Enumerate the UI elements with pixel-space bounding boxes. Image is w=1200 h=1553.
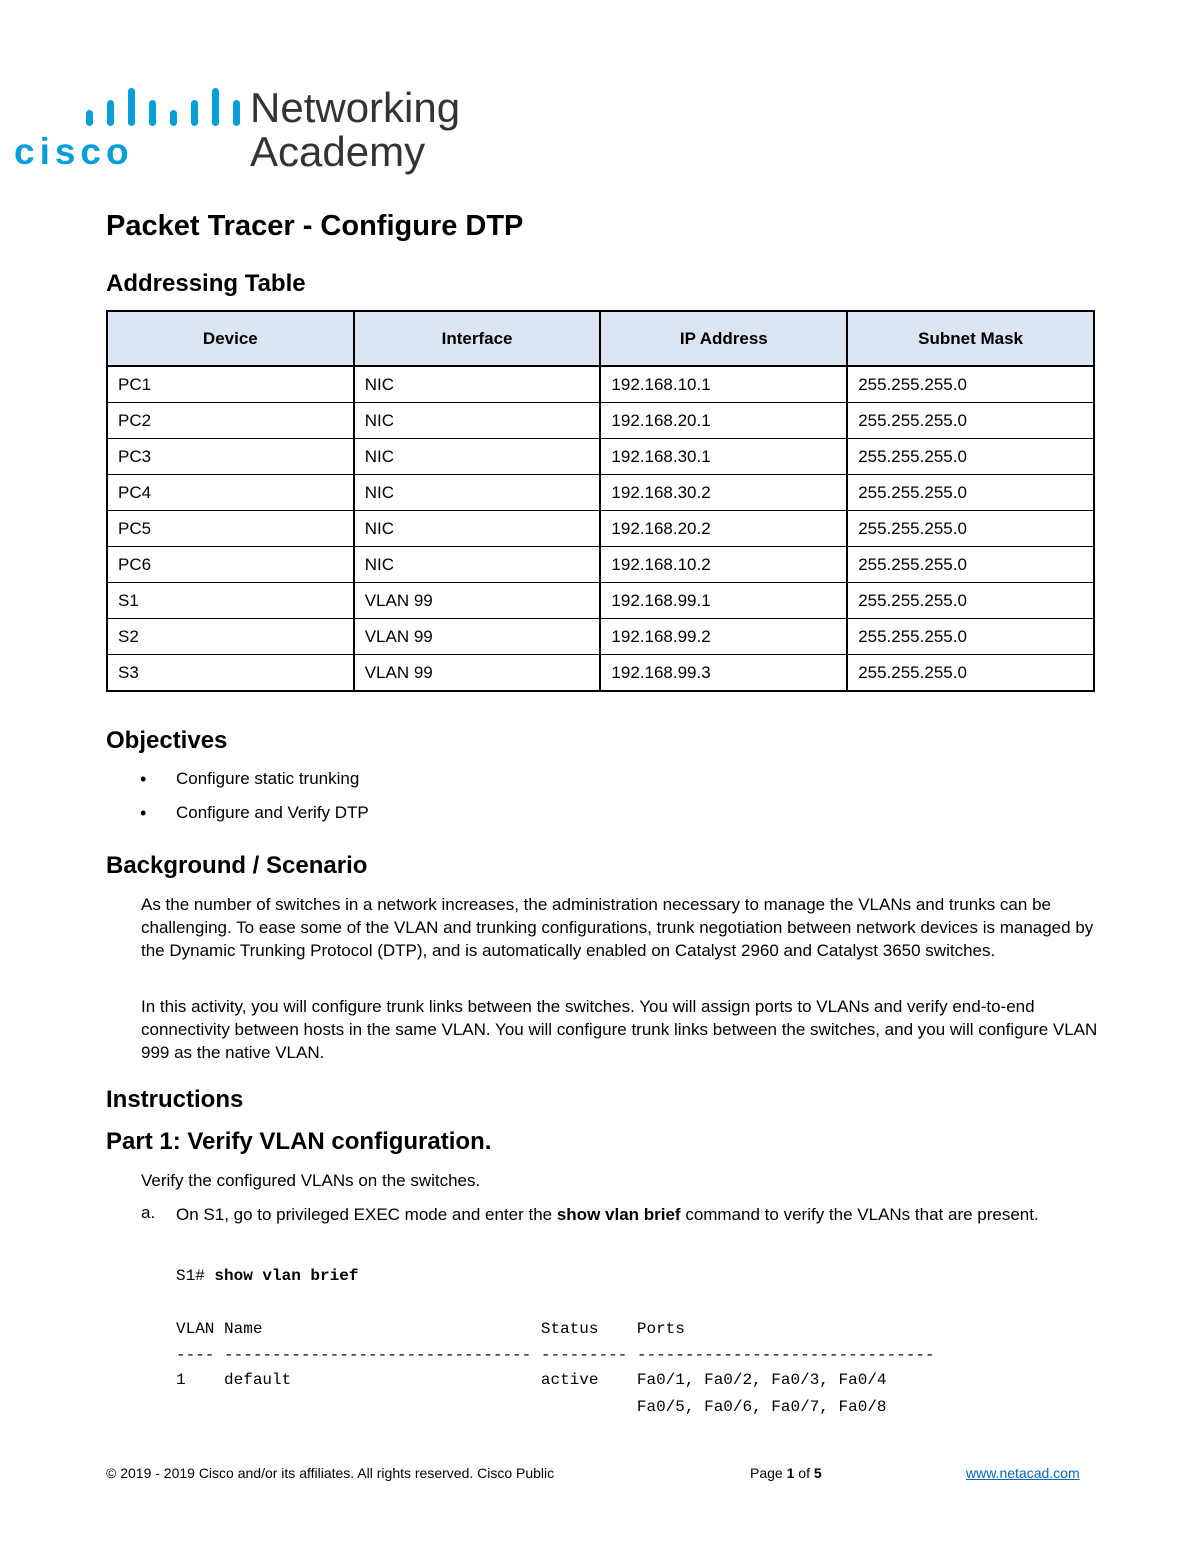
table-row: [107, 475, 1094, 511]
table-cell: 255.255.255.0: [847, 403, 1094, 439]
table-cell: 192.168.10.2: [600, 547, 847, 583]
column-header: Interface: [354, 311, 601, 366]
table-row: [107, 511, 1094, 547]
step-a-letter: a.: [141, 1203, 156, 1222]
addressing-table: [106, 310, 1095, 692]
table-cell: 192.168.30.1: [600, 439, 847, 475]
table-header-row: [107, 311, 1094, 366]
table-cell: VLAN 99: [354, 583, 601, 619]
cli-output-header: VLAN Name Status Ports: [176, 1320, 685, 1338]
page-total: 5: [813, 1465, 822, 1481]
table-cell: 255.255.255.0: [847, 439, 1094, 475]
table-cell: PC6: [107, 547, 354, 583]
table-cell: 192.168.20.2: [600, 511, 847, 547]
table-row: [107, 439, 1094, 475]
table-cell: PC3: [107, 439, 354, 475]
part1-intro: Verify the configured VLANs on the switches.: [141, 1171, 481, 1190]
background-paragraph-1: As the number of switches in a network increases, the administration necessary to manage the VLANs and trunks can be challenging. To ease some of the VLAN and trunking configurations, trunk negotiation between network devices is managed by the Dynamic Trunking Protocol (DTP), and is automatically enabled on Catalyst 2960 and Catalyst 3650 switches.: [141, 895, 1094, 960]
table-cell: 192.168.10.1: [600, 366, 847, 403]
table-cell: S3: [107, 655, 354, 692]
table-cell: PC4: [107, 475, 354, 511]
table-cell: VLAN 99: [354, 619, 601, 655]
table-row: [107, 547, 1094, 583]
table-cell: PC1: [107, 366, 354, 403]
table-cell: 255.255.255.0: [847, 475, 1094, 511]
logo-networking: Networking: [250, 84, 461, 131]
table-cell: NIC: [354, 475, 601, 511]
cli-output-row: 1 default active Fa0/1, Fa0/2, Fa0/3, Fa0/4: [176, 1371, 887, 1389]
column-header: Subnet Mask: [847, 311, 1094, 366]
page-of: of: [794, 1465, 814, 1481]
column-header: Device: [107, 311, 354, 366]
table-cell: NIC: [354, 439, 601, 475]
table-cell: S1: [107, 583, 354, 619]
addressing-table-heading: Addressing Table: [106, 270, 306, 297]
cli-command: show vlan brief: [214, 1267, 359, 1285]
table-cell: VLAN 99: [354, 655, 601, 692]
cli-output-separator: ---- -------------------------------- --------- -------------------------------: [176, 1346, 935, 1364]
part1-heading: Part 1: Verify VLAN configuration.: [106, 1128, 492, 1155]
table-cell: 255.255.255.0: [847, 547, 1094, 583]
objectives-list: [140, 766, 369, 834]
instructions-heading: Instructions: [106, 1086, 244, 1113]
list-item: • Configure and Verify DTP: [140, 800, 369, 834]
background-heading: Background / Scenario: [106, 852, 368, 879]
step-a-text-after: command to verify the VLANs that are present.: [680, 1205, 1039, 1224]
table-cell: PC5: [107, 511, 354, 547]
table-cell: 192.168.99.3: [600, 655, 847, 692]
cisco-wordmark: cisco: [14, 131, 134, 172]
cli-output-row: Fa0/5, Fa0/6, Fa0/7, Fa0/8: [176, 1398, 887, 1416]
column-header: IP Address: [600, 311, 847, 366]
table-cell: 255.255.255.0: [847, 655, 1094, 692]
table-cell: 192.168.30.2: [600, 475, 847, 511]
footer-page-number: [750, 1465, 822, 1481]
table-cell: PC2: [107, 403, 354, 439]
cli-command-line: [176, 1267, 358, 1285]
table-cell: 255.255.255.0: [847, 366, 1094, 403]
table-cell: 255.255.255.0: [847, 619, 1094, 655]
page-prefix: Page: [750, 1465, 787, 1481]
table-cell: NIC: [354, 366, 601, 403]
table-cell: 255.255.255.0: [847, 583, 1094, 619]
page-title: Packet Tracer - Configure DTP: [106, 210, 524, 242]
table-cell: S2: [107, 619, 354, 655]
cli-prompt: S1#: [176, 1267, 215, 1285]
netacad-link[interactable]: www.netacad.com: [966, 1465, 1080, 1481]
table-row: [107, 619, 1094, 655]
table-cell: 192.168.20.1: [600, 403, 847, 439]
page-current: 1: [786, 1465, 795, 1481]
step-a-command: show vlan brief: [556, 1205, 681, 1224]
table-cell: NIC: [354, 547, 601, 583]
background-paragraph-2: In this activity, you will configure trunk links between the switches. You will assign ports to VLANs and verify end-to-end connectivity between hosts in the same VLAN. You will configure trunk links between the switches, and you will configure VLAN 999 as the native VLAN.: [141, 997, 1098, 1062]
table-cell: 192.168.99.1: [600, 583, 847, 619]
table-cell: NIC: [354, 403, 601, 439]
table-row: [107, 366, 1094, 403]
objectives-heading: Objectives: [106, 727, 228, 754]
footer-link-container: [966, 1465, 1080, 1481]
table-row: [107, 583, 1094, 619]
table-cell: 255.255.255.0: [847, 511, 1094, 547]
table-row: [107, 655, 1094, 692]
step-a-text-before: On S1, go to privileged EXEC mode and enter the: [176, 1205, 557, 1224]
table-cell: 192.168.99.2: [600, 619, 847, 655]
logo-academy: Academy: [250, 128, 426, 175]
list-item: • Configure static trunking: [140, 766, 369, 800]
footer-copyright: © 2019 - 2019 Cisco and/or its affiliates. All rights reserved. Cisco Public: [106, 1465, 555, 1481]
step-a-text: [176, 1203, 1076, 1226]
table-row: [107, 403, 1094, 439]
table-cell: NIC: [354, 511, 601, 547]
